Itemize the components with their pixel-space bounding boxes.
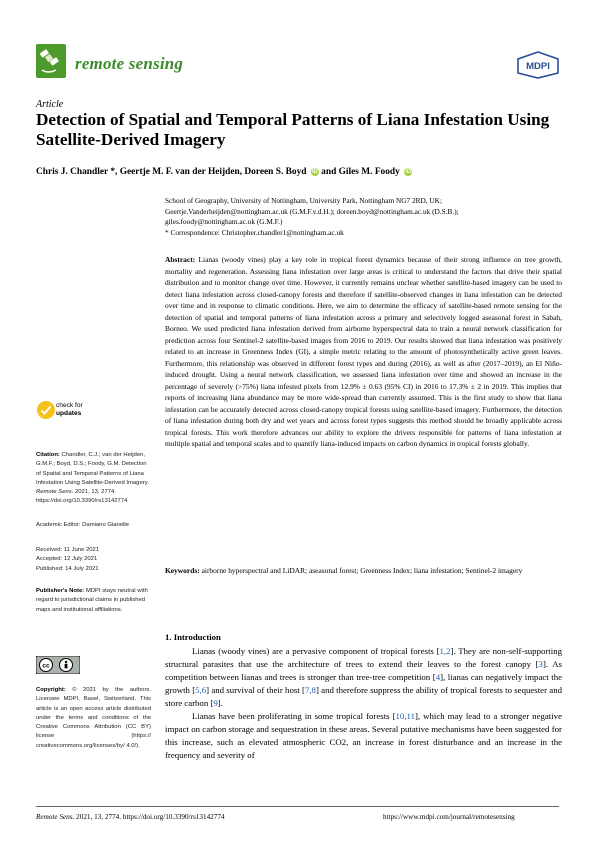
author-names: Chris J. Chandler *, Geertje M. F. van der Heijden, Doreen S. Boyd [36, 167, 307, 177]
abstract-text: Lianas (woody vines) play a key role in tropical forest dynamics because of their strong influence on tree growth, mortality and regeneration. Assessing liana infestation over large areas is critical to understand the factors that drive their spatial distribution and to monitor change over time. However, it currently remains unclear whether satellite-based imagery can be used to detect liana infestation across closed-canopy forests and therefore if satellite-observed changes in liana infestation can be detected over time and in response to climatic conditions. Here, we aim to determine the efficacy of satellite-based remote sensing for the detection of spatial and temporal patterns of liana infestation across a primary and selectively logged aseasonal forest in Sabah, Borneo. We used predicted liana infestation derived from airborne hyperspectral data to train a neural network classification for prediction across four Sentinel-2 satellite-based images from 2016 to 2019. Our results showed that liana infestation was positively related to an increase in Greenness Index (GI), a simple metric relating to the amount of photosynthetically active green leaves. Furthermore, this relationship was observed in different forest types and during (2016), as well as after (2017–2019), an El Niño-induced drought. Using a neural network classification, we assessed liana infestation over time and showed an increase in the percentage of severely (>75%) liana infested pixels from 12.9% ± 0.63 (95% CI) in 2016 to 17.3% ± 2 in 2019. This implies that reports of increasing liana abundance may be more wide-spread than currently assumed. This is the first study to show that liana infestation can be accurately detected across closed-canopy tropical forests using satellite-based imagery. Furthermore, the detection of liana infestation during both dry and wet years and across forest types suggests this method should be broadly applicable across tropical forests. This work therefore advances our ability to explore the drivers responsible for patterns of liana infestation at multiple spatial and temporal scales and to quantify liana-induced impacts on carbon dynamics in tropical forests globally. [165, 255, 562, 448]
satellite-logo-icon [36, 44, 66, 78]
abstract-label: Abstract: [165, 255, 196, 264]
footer-divider [36, 806, 559, 807]
dates-block [36, 546, 151, 574]
check-for-updates[interactable] [56, 402, 83, 418]
accepted-date: Accepted: 12 July 2021 [36, 556, 98, 563]
keywords-label: Keywords: [165, 566, 200, 575]
citation-text: Chandler, C.J.; van der Heijden, G.M.F.; Boyd, D.S.; Foody, G.M. Detection of Spatial and Temporal Patterns of Liana Infestation Using Satellite-Derived Imagery. [36, 452, 149, 486]
abstract [165, 254, 562, 450]
orcid-icon[interactable]: iD [311, 168, 318, 175]
citation-link[interactable]: 3 [538, 659, 543, 669]
published-date: Published: 14 July 2021 [36, 565, 99, 572]
citation-link[interactable]: 1,2 [439, 646, 451, 656]
note-label: Publisher's Note: [36, 588, 85, 594]
paragraph: Lianas (woody vines) are a pervasive component of tropical forests [1,2]. They are non-self-supporting structural parasites that use the architecture of trees to extend their leaves to the forest canopy [3]. As competition between lianas and trees is stronger than tree-tree competition [4], lianas can negatively impact the growth [5,6] and survival of their host [7,8] and therefore suppress the ability of tropical forests to sequester and store carbon [9]. [165, 646, 562, 708]
article-title: Detection of Spatial and Temporal Patterns of Liana Infestation Using Satellite-Derived Imagery [36, 110, 550, 149]
keywords [165, 565, 562, 577]
citation-label: Citation: [36, 452, 60, 458]
journal-name: remote sensing [75, 54, 184, 73]
citation-link[interactable]: 7,8 [304, 685, 316, 695]
author-list [36, 167, 566, 177]
footer-doi[interactable]: 2021, 13, 2774. https://doi.org/10.3390/rs13142774 [76, 813, 225, 821]
affiliation-emails[interactable]: giles.foody@nottingham.ac.uk (G.M.F.) [165, 217, 283, 227]
copyright-label: Copyright: [36, 687, 66, 693]
footer-journal-url[interactable]: https://www.mdpi.com/journal/remotesensing [383, 813, 515, 821]
mdpi-logo-icon [516, 51, 560, 79]
affiliation-line: School of Geography, University of Nottingham, University Park, Nottingham NG7 2RD, UK; [165, 196, 442, 205]
citation-link[interactable]: 10,11 [395, 711, 415, 721]
citation-link[interactable]: 9 [213, 698, 218, 708]
publisher-name: MDPI [526, 61, 550, 72]
article-type: Article [36, 99, 64, 110]
affiliations [165, 196, 565, 239]
introduction-body [165, 645, 562, 762]
citation-doi[interactable]: 2021, 13, 2774. https://doi.org/10.3390/rs13142774 [36, 489, 128, 505]
paragraph: Lianas have been proliferating in some tropical forests [10,11], which may lead to a stronger negative impact on carbon storage and sequestration in these areas. Several putative mechanisms have been suggested for this increase, such as elevated atmospheric CO2, an increase in forest disturbance and an increase in the frequency and severity of [165, 711, 562, 760]
orcid-icon[interactable]: iD [405, 168, 412, 175]
svg-text:cc: cc [42, 662, 50, 670]
correspondence[interactable]: * Correspondence: Christopher.chandler1@nottingham.ac.uk [165, 228, 344, 238]
check-line1: check for [56, 402, 83, 409]
creative-commons-icon[interactable] [36, 656, 80, 674]
check-line2: updates [56, 410, 82, 417]
author-names-last: and Giles M. Foody [321, 167, 400, 177]
section-heading: 1. Introduction [165, 632, 221, 642]
received-date: Received: 11 June 2021 [36, 547, 100, 553]
citation-journal: Remote Sens. [36, 489, 74, 496]
keywords-text: airborne hyperspectral and LiDAR; aseasonal forest; Greenness Index; liana infestation; Sentinel-2 imagery [201, 566, 523, 575]
academic-editor: Academic Editor: Damiano Gianelle [36, 522, 129, 528]
citation-link[interactable]: 4 [435, 672, 441, 682]
citation-link[interactable]: 5,6 [195, 685, 207, 695]
note-text: MDPI stays neutral with regard to jurisdictional claims in published maps and institutional affiliations. [36, 588, 148, 613]
copyright-text: © 2021 by the authors. Licensee MDPI, Basel, Switzerland. This article is an open access article distributed under the terms and conditions of the Creative Commons Attribution (CC BY) license (https:// creativecommons.org/licenses/by/ 4.0/). [36, 687, 152, 749]
affiliation-emails[interactable]: Geertje.Vanderheijden@nottingham.ac.uk (G.M.F.v.d.H.); doreen.boyd@nottingham.ac.uk (D.S.B.); [165, 206, 459, 216]
publisher-note [36, 587, 151, 615]
footer-citation [36, 813, 225, 821]
citation-block [36, 451, 151, 507]
footer-journal: Remote Sens. [36, 813, 75, 821]
check-for-updates-icon[interactable] [36, 400, 56, 420]
copyright-block [36, 686, 151, 751]
